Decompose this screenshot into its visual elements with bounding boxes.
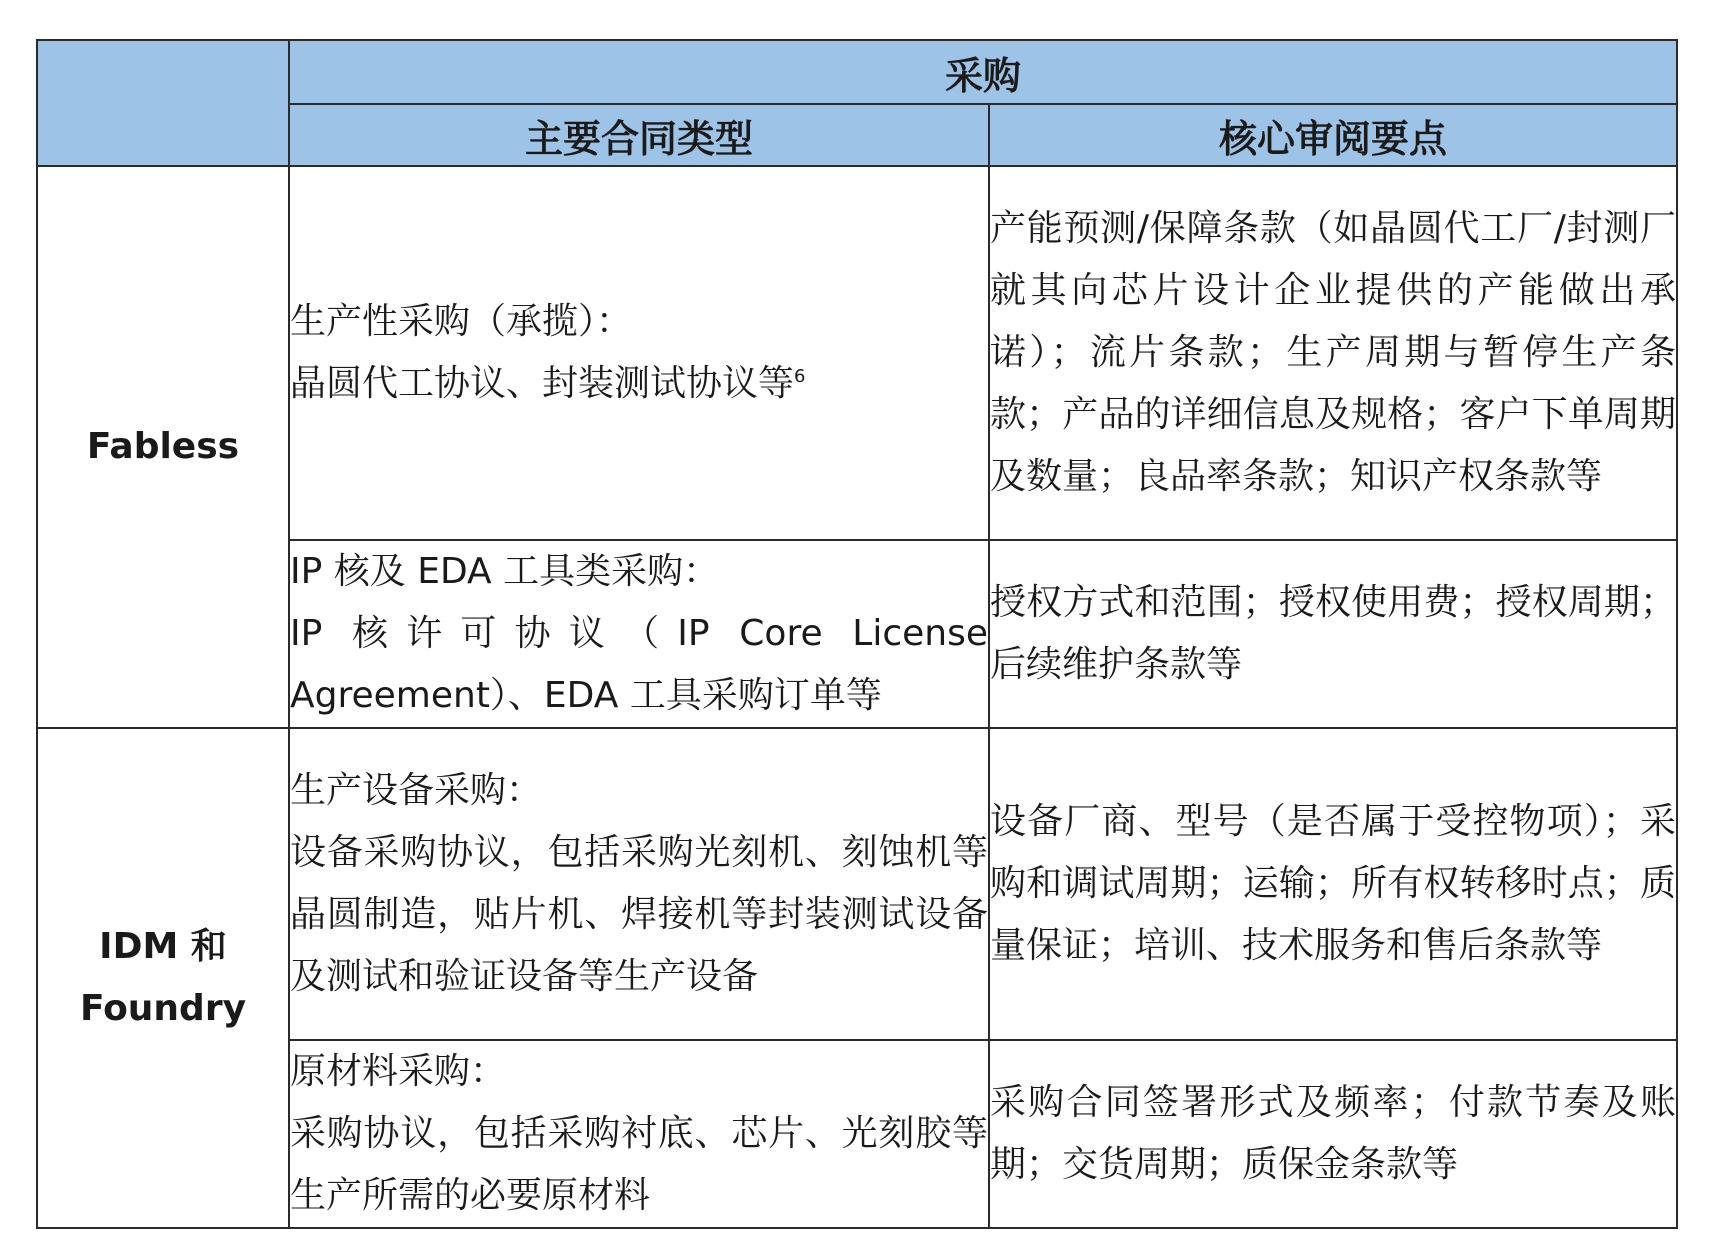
- review-cell-production-procurement: 产能预测/保障条款（如晶圆代工厂/封测厂就其向芯片设计企业提供的产能做出承诺）；流片条款；生产周期与暂停生产条款；产品的详细信息及规格；客户下单周期及数量；良品率条款；知识产权条款等: [989, 166, 1677, 540]
- group-header-procurement: 采购: [289, 40, 1677, 104]
- contract-cell-ip-eda-procurement: [289, 540, 989, 728]
- column-header-contract-type: 主要合同类型: [289, 104, 989, 166]
- row-header-idm-foundry: [37, 728, 289, 1228]
- review-cell-equipment-procurement: 设备厂商、型号（是否属于受控物项）；采购和调试周期；运输；所有权转移时点；质量保证；培训、技术服务和售后条款等: [989, 728, 1677, 1040]
- contract-body: 采购协议，包括采购衬底、芯片、光刻胶等生产所需的必要原材料: [290, 1113, 988, 1216]
- contract-cell-equipment-procurement: [289, 728, 989, 1040]
- contract-title: 生产设备采购：: [290, 770, 543, 811]
- row-header-line-2: Foundry: [79, 988, 247, 1029]
- contract-body: 设备采购协议，包括采购光刻机、刻蚀机等晶圆制造，贴片机、焊接机等封装测试设备及测试和验证设备等生产设备: [290, 832, 988, 997]
- contract-title: 原材料采购：: [290, 1051, 507, 1092]
- review-cell-ip-eda-procurement: 授权方式和范围；授权使用费；授权周期；后续维护条款等: [989, 540, 1677, 728]
- procurement-table: [36, 39, 1678, 1229]
- row-header-line-1: IDM 和: [99, 926, 227, 967]
- corner-header-cell: [37, 40, 289, 166]
- contract-cell-production-procurement: [289, 166, 989, 540]
- contract-title: 生产性采购（承揽）：: [290, 301, 633, 342]
- contract-title: IP 核及 EDA 工具类采购：: [290, 551, 720, 592]
- contract-body: 晶圆代工协议、封装测试协议等: [290, 363, 795, 404]
- contract-body: IP 核许可协议（IP Core License Agreement）、EDA 工具采购订单等: [290, 613, 988, 716]
- contract-body-wrap: [290, 353, 988, 415]
- review-cell-raw-material-procurement: 采购合同签署形式及频率；付款节奏及账期；交货周期；质保金条款等: [989, 1040, 1677, 1228]
- row-header-fabless: Fabless: [37, 166, 289, 728]
- footnote-marker: 6: [794, 366, 806, 387]
- contract-cell-raw-material-procurement: [289, 1040, 989, 1228]
- column-header-review-points: 核心审阅要点: [989, 104, 1677, 166]
